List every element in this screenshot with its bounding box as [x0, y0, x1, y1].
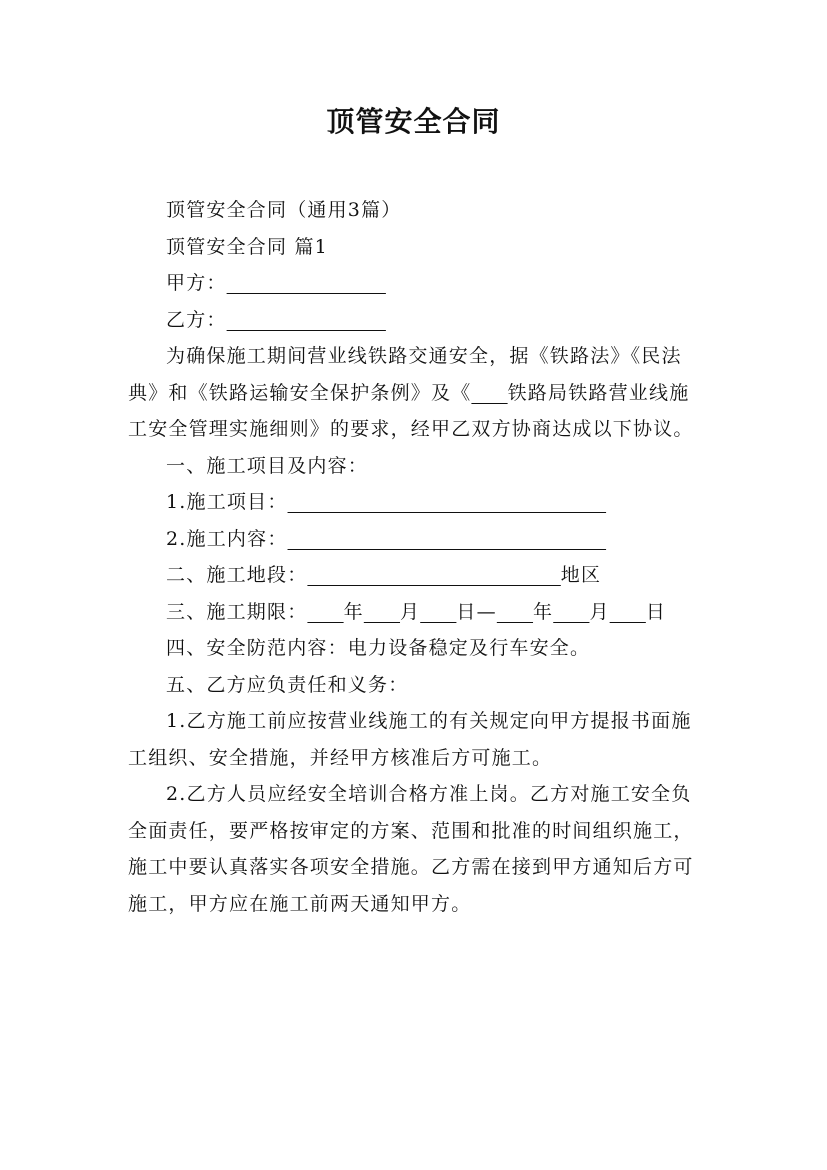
item-1-line	[128, 484, 702, 521]
start-month-blank	[364, 601, 400, 623]
end-day-blank	[610, 601, 646, 623]
clause-1: 1.乙方施工前应按营业线施工的有关规定向甲方提报书面施工组织、安全措施，并经甲方核准后方可施工。	[128, 710, 692, 769]
item-1-label: 1.施工项目：	[166, 491, 288, 513]
clause-2: 2.乙方人员应经安全培训合格方准上岗。乙方对施工安全负全面责任，要严格按审定的方案、范围和批准的时间组织施工，施工中要认真落实各项安全措施。乙方需在接到甲方通知后方可施工，甲方应在施工前两天通知甲方。	[128, 783, 694, 915]
start-day-unit: 日—	[456, 600, 497, 623]
item-2-label: 2.施工内容：	[166, 527, 288, 550]
section-heading: 顶管安全合同 篇1	[166, 235, 328, 258]
intro-blank	[471, 382, 507, 404]
section-3-line	[128, 594, 702, 631]
document-body	[128, 192, 702, 922]
section-5-heading: 五、乙方应负责任和义务：	[166, 673, 409, 696]
end-month-blank	[553, 601, 589, 623]
end-year-blank	[497, 601, 533, 623]
section-2-blank	[307, 564, 560, 586]
section-1-heading: 一、施工项目及内容：	[166, 454, 369, 477]
section-2-line	[128, 557, 702, 594]
document-title: 顶管安全合同	[326, 105, 501, 138]
section-2-label: 二、施工地段：	[166, 564, 308, 586]
start-year-unit: 年	[343, 600, 364, 623]
section-2-suffix: 地区	[560, 564, 602, 586]
end-day-unit: 日	[645, 600, 667, 623]
start-month-unit: 月	[400, 600, 421, 623]
party-a-label: 甲方：	[166, 272, 227, 294]
party-a-blank	[227, 272, 386, 294]
document-subtitle: 顶管安全合同（通用3篇）	[166, 199, 402, 221]
party-a-line	[128, 265, 702, 302]
intro-paragraph	[128, 338, 702, 448]
item-2-blank	[288, 528, 607, 550]
end-year-unit: 年	[533, 600, 554, 623]
start-day-blank	[420, 601, 456, 623]
start-year-blank	[307, 601, 343, 623]
section-4-line: 四、安全防范内容：电力设备稳定及行车安全。	[166, 637, 591, 659]
party-b-label: 乙方：	[166, 308, 227, 331]
item-2-line	[128, 521, 702, 558]
end-month-unit: 月	[589, 600, 610, 623]
item-1-blank	[288, 491, 607, 513]
section-3-label: 三、施工期限：	[166, 600, 308, 623]
party-b-blank	[227, 309, 386, 331]
intro-text-a: 为确保施工期间营业线铁路交通安全，据《铁路法》《民法典》和《铁路运输安全保护条例》及《	[128, 345, 682, 404]
intro-text-b: 铁路局铁路营业线施工安全管理实施细则》的要求，经甲乙双方协商达成以下协议。	[128, 381, 694, 440]
party-b-line	[128, 302, 702, 339]
